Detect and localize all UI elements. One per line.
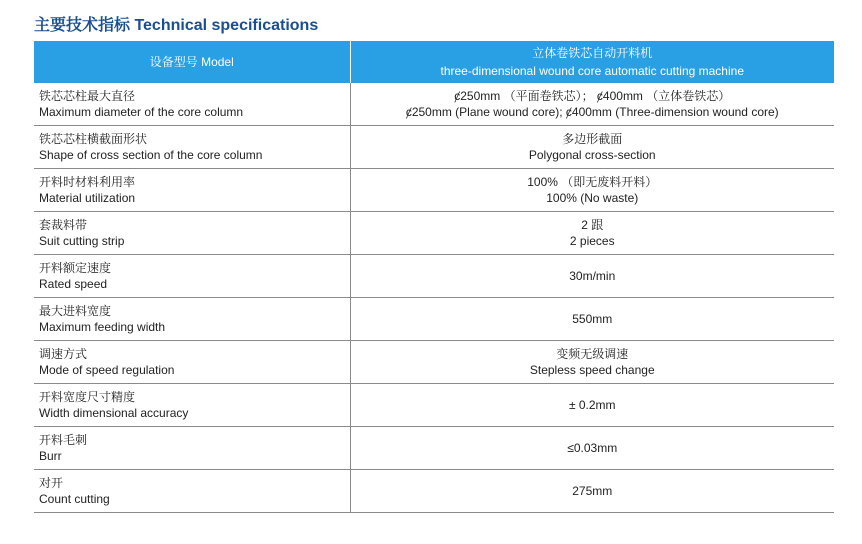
spec-label-cell: [34, 169, 350, 212]
table-row: [34, 169, 834, 212]
spec-label-en: Burr: [39, 449, 62, 463]
table-header-row: [34, 41, 834, 83]
spec-value-cell: [350, 470, 834, 513]
spec-value-line-1: ȼ250mm （平面卷铁芯）； ȼ400mm （立体卷铁芯）: [454, 89, 731, 103]
spec-label-cn: 开料额定速度: [39, 261, 112, 275]
page-title: 主要技术指标 Technical specifications: [34, 17, 319, 34]
table-row: [34, 126, 834, 169]
spec-label-cell: [34, 83, 350, 126]
spec-value-line-2: 100% (No waste): [546, 191, 639, 205]
spec-value-cell: [350, 126, 834, 169]
spec-label-cn: 调速方式: [39, 347, 88, 361]
spec-value-cell: [350, 83, 834, 126]
spec-label-cell: [34, 427, 350, 470]
spec-label-cell: [34, 470, 350, 513]
table-row: [34, 298, 834, 341]
spec-value-cell: [350, 384, 834, 427]
spec-label-en: Suit cutting strip: [39, 234, 125, 248]
model-label: 设备型号 Model: [149, 55, 234, 69]
spec-label-en: Rated speed: [39, 277, 108, 291]
spec-label-en: Width dimensional accuracy: [39, 406, 189, 420]
spec-label-cn: 套裁料带: [39, 218, 88, 232]
spec-label-cn: 铁芯芯柱横截面形状: [39, 132, 148, 146]
spec-value-cell: [350, 341, 834, 384]
table-row: [34, 427, 834, 470]
spec-label-cell: [34, 212, 350, 255]
spec-value-cell: [350, 427, 834, 470]
spec-label-en: Maximum diameter of the core column: [39, 105, 244, 119]
table-row: [34, 470, 834, 513]
spec-label-cn: 开料毛刺: [39, 433, 88, 447]
spec-label-cell: [34, 341, 350, 384]
table-row: [34, 83, 834, 126]
spec-label-en: Maximum feeding width: [39, 320, 166, 334]
spec-value-line-1: 多边形截面: [562, 132, 623, 146]
spec-value-line-1: 变频无级调速: [556, 347, 629, 361]
spec-value-line-2: ȼ250mm (Plane wound core); ȼ400mm (Three-dimension wound core): [405, 105, 779, 119]
spec-value-line-1: 100% （即无废料开料）: [527, 175, 658, 189]
spec-label-en: Count cutting: [39, 492, 110, 506]
spec-value-line-2: 2 pieces: [569, 234, 615, 248]
model-header-cell: [34, 41, 350, 83]
machine-name-en: three-dimensional wound core automatic cutting machine: [440, 64, 744, 78]
spec-label-cn: 最大进料宽度: [39, 304, 112, 318]
machine-header-cell: [350, 41, 834, 83]
spec-value-line-1: 30m/min: [569, 269, 616, 283]
spec-value-line-1: 275mm: [572, 484, 613, 498]
spec-value-line-2: Polygonal cross-section: [528, 148, 656, 162]
spec-label-en: Mode of speed regulation: [39, 363, 175, 377]
spec-value-cell: [350, 169, 834, 212]
spec-label-cn: 开料宽度尺寸精度: [39, 390, 136, 404]
spec-value-line-1: 550mm: [572, 312, 613, 326]
spec-label-en: Shape of cross section of the core column: [39, 148, 263, 162]
spec-value-line-1: 2 跟: [581, 218, 604, 232]
table-row: [34, 341, 834, 384]
spec-value-cell: [350, 298, 834, 341]
spec-label-cell: [34, 255, 350, 298]
spec-value-line-2: Stepless speed change: [529, 363, 655, 377]
spec-label-cell: [34, 126, 350, 169]
table-row: [34, 255, 834, 298]
table-row: [34, 212, 834, 255]
machine-name-cn: 立体卷铁芯自动开料机: [532, 46, 653, 60]
spec-label-cell: [34, 384, 350, 427]
spec-value-cell: [350, 212, 834, 255]
spec-label-cell: [34, 298, 350, 341]
spec-value-line-1: ± 0.2mm: [568, 398, 616, 412]
spec-label-en: Material utilization: [39, 191, 136, 205]
spec-label-cn: 开料时材料利用率: [39, 175, 136, 189]
specifications-table: [34, 41, 834, 513]
spec-label-cn: 对开: [39, 476, 64, 490]
table-row: [34, 384, 834, 427]
spec-value-cell: [350, 255, 834, 298]
spec-label-cn: 铁芯芯柱最大直径: [39, 89, 136, 103]
spec-value-line-1: ≤0.03mm: [567, 441, 618, 455]
